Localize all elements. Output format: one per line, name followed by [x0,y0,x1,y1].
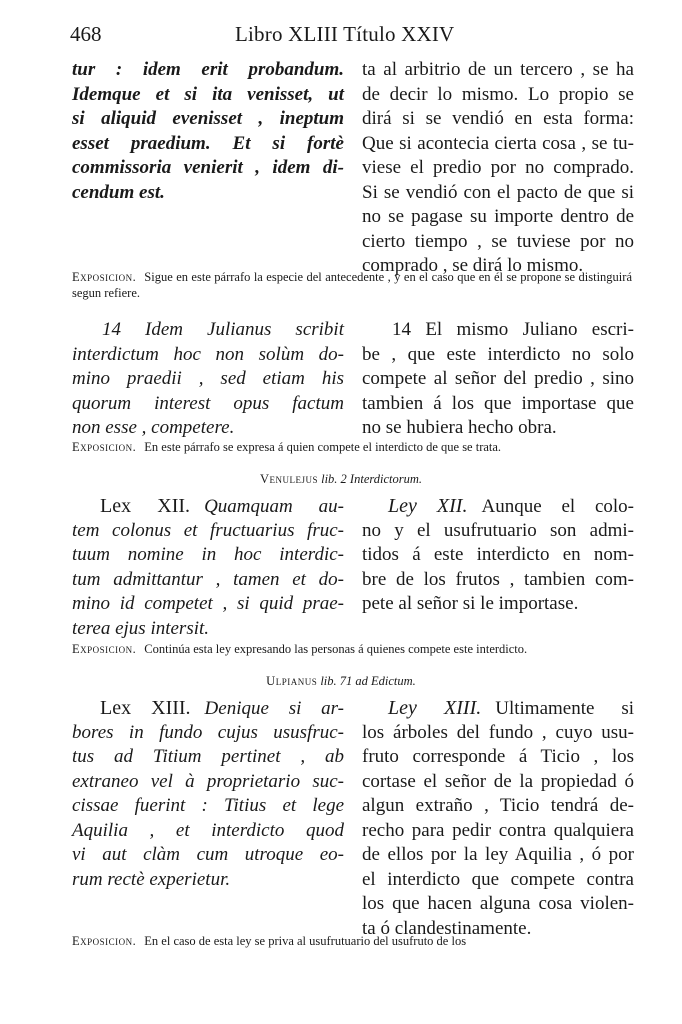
latin-line: si aliquid evenisset , ineptum [72,108,344,129]
latin-line-text: Quamquam au- [204,496,344,517]
lex-heading: Lex XII. [100,495,191,517]
spanish-line: ta ó clandestinamente. [362,917,532,939]
source-author: Venulejus [259,472,318,486]
spanish-line: Que si acontecia cierta cosa , se tu- [362,132,634,154]
spanish-line: fruto corresponde á Ticio , los [362,746,634,767]
latin-line: Idemque et si ita venisset, ut [72,83,344,105]
lex-heading: Lex XIII. [100,697,191,719]
latin-line-text: Denique si ar- [204,698,344,719]
spanish-line-text: Aunque el colo- [481,496,635,517]
source-work: lib. 71 ad Edictum. [320,674,416,688]
spanish-line: no se hubiera hecho obra. [362,417,557,438]
source-author: Ulpianus [266,674,318,688]
latin-line: mino praedii , sed etiam his [72,368,344,389]
spanish-column-1 [362,58,634,279]
spanish-line: pete al señor si le importase. [362,593,579,614]
exposicion-text: En el caso de esta ley se priva al usufrutuario del usufruto de los [144,934,467,948]
ley-heading: Ley XII. [388,495,468,517]
spanish-column-4 [362,696,634,941]
latin-line: tum admittantur , tamen et do- [72,568,344,590]
exposicion-2 [72,440,632,456]
latin-line: non esse , competere. [72,417,235,438]
exposicion-text: En este párrafo se expresa á quien compete el interdicto de que se trata. [144,440,502,454]
latin-column-2 [72,318,344,441]
latin-line: Aquilia , et interdicto quod [72,819,344,841]
page-number: 468 [70,22,102,46]
spanish-line: be , que este interdicto no solo [362,343,634,365]
latin-line: terea ejus intersit. [72,617,210,639]
spanish-line: 14 El mismo Juliano escri- [392,319,634,340]
spanish-column-3 [362,494,634,617]
spanish-line: recho para pedir contra qualquiera [362,819,634,841]
spanish-line: comprado , se dirá lo mismo. [362,255,584,276]
latin-line: vi aut clàm cum utroque eo- [72,844,344,865]
exposicion-text: Sigue en este párrafo la especie del antecedente , y en el caso que en él se propone se distinguirá segun refiere. [72,270,632,300]
exposicion-label: Exposicion. [72,642,137,656]
spanish-line: dirá si se vendió en esta forma: [362,108,634,129]
latin-line-with-head [72,696,344,721]
latin-line: extraneo vel à proprietario suc- [72,770,344,792]
latin-line: cissae fuerint : Titius et lege [72,795,344,816]
spanish-line: no se pagase su importe dentro de [362,206,634,227]
latin-line: tuum nomine in hoc interdic- [72,544,344,565]
latin-line: tem colonus et fructuarius fruc- [72,519,344,541]
spanish-line: algun extraño , Ticio tendrá de- [362,795,634,816]
latin-column-4 [72,696,344,892]
latin-line: esset praedium. Et si fortè [72,132,344,154]
spanish-line: de ellos por la ley Aquilia , ó por [362,844,634,865]
latin-line: mino id competet , si quid prae- [72,593,344,614]
exposicion-label: Exposicion. [72,934,137,948]
latin-column-1 [72,58,344,205]
spanish-line: Si se vendió con el pacto de que si [362,181,634,203]
spanish-line: tidos á este interdicto en nom- [362,544,634,565]
latin-line: cendum est. [72,181,165,203]
exposicion-text: Continúa esta ley expresando las personas á quienes compete este interdicto. [144,642,528,656]
spanish-line: los árboles del fundo , cuyo usu- [362,721,634,743]
spanish-line: viese el predio por no comprado. [362,157,634,178]
spanish-column-2 [362,318,634,441]
latin-line: rum rectè experietur. [72,868,231,890]
exposicion-1 [72,270,632,301]
running-head: Libro XLIII Título XXIV [235,22,455,46]
source-citation-venulejus [0,472,682,487]
spanish-line-text: Ultimamente si [495,698,634,719]
spanish-line-with-head [362,696,634,721]
source-citation-ulpianus [0,674,682,689]
latin-column-3 [72,494,344,641]
spanish-line-with-head [362,494,634,519]
latin-line: bores in fundo cujus ususfruc- [72,721,344,743]
spanish-line: ta al arbitrio de un tercero , se ha [362,59,634,80]
latin-line: quorum interest opus factum [72,392,344,414]
exposicion-label: Exposicion. [72,440,137,454]
spanish-line: cierto tiempo , se tuviese por no [362,230,634,252]
exposicion-4 [72,934,632,950]
spanish-line: los que hacen alguna cosa violen- [362,893,634,914]
latin-line: tus ad Titium pertinet , ab [72,746,344,767]
latin-line: interdictum hoc non solùm do- [72,343,344,365]
spanish-line: de decir lo mismo. Lo propio se [362,83,634,105]
spanish-line: tambien á los que importase que [362,392,634,414]
latin-line-with-head [72,494,344,519]
latin-line: 14 Idem Julianus scribit [102,319,344,340]
spanish-line: bre de los frutos , tambien com- [362,568,634,590]
spanish-line: compete al señor del predio , sino [362,368,634,389]
latin-line: tur : idem erit probandum. [72,59,344,80]
ley-heading: Ley XIII. [388,697,482,719]
exposicion-3 [72,642,632,658]
spanish-line: el interdicto que compete contra [362,868,634,890]
spanish-line: no y el usufrutuario son admi- [362,519,634,541]
latin-line: commissoria venierit , idem di- [72,157,344,178]
exposicion-label: Exposicion. [72,270,137,284]
source-work: lib. 2 Interdictorum. [321,472,423,486]
spanish-line: cortase el señor de la propiedad ó [362,770,634,792]
